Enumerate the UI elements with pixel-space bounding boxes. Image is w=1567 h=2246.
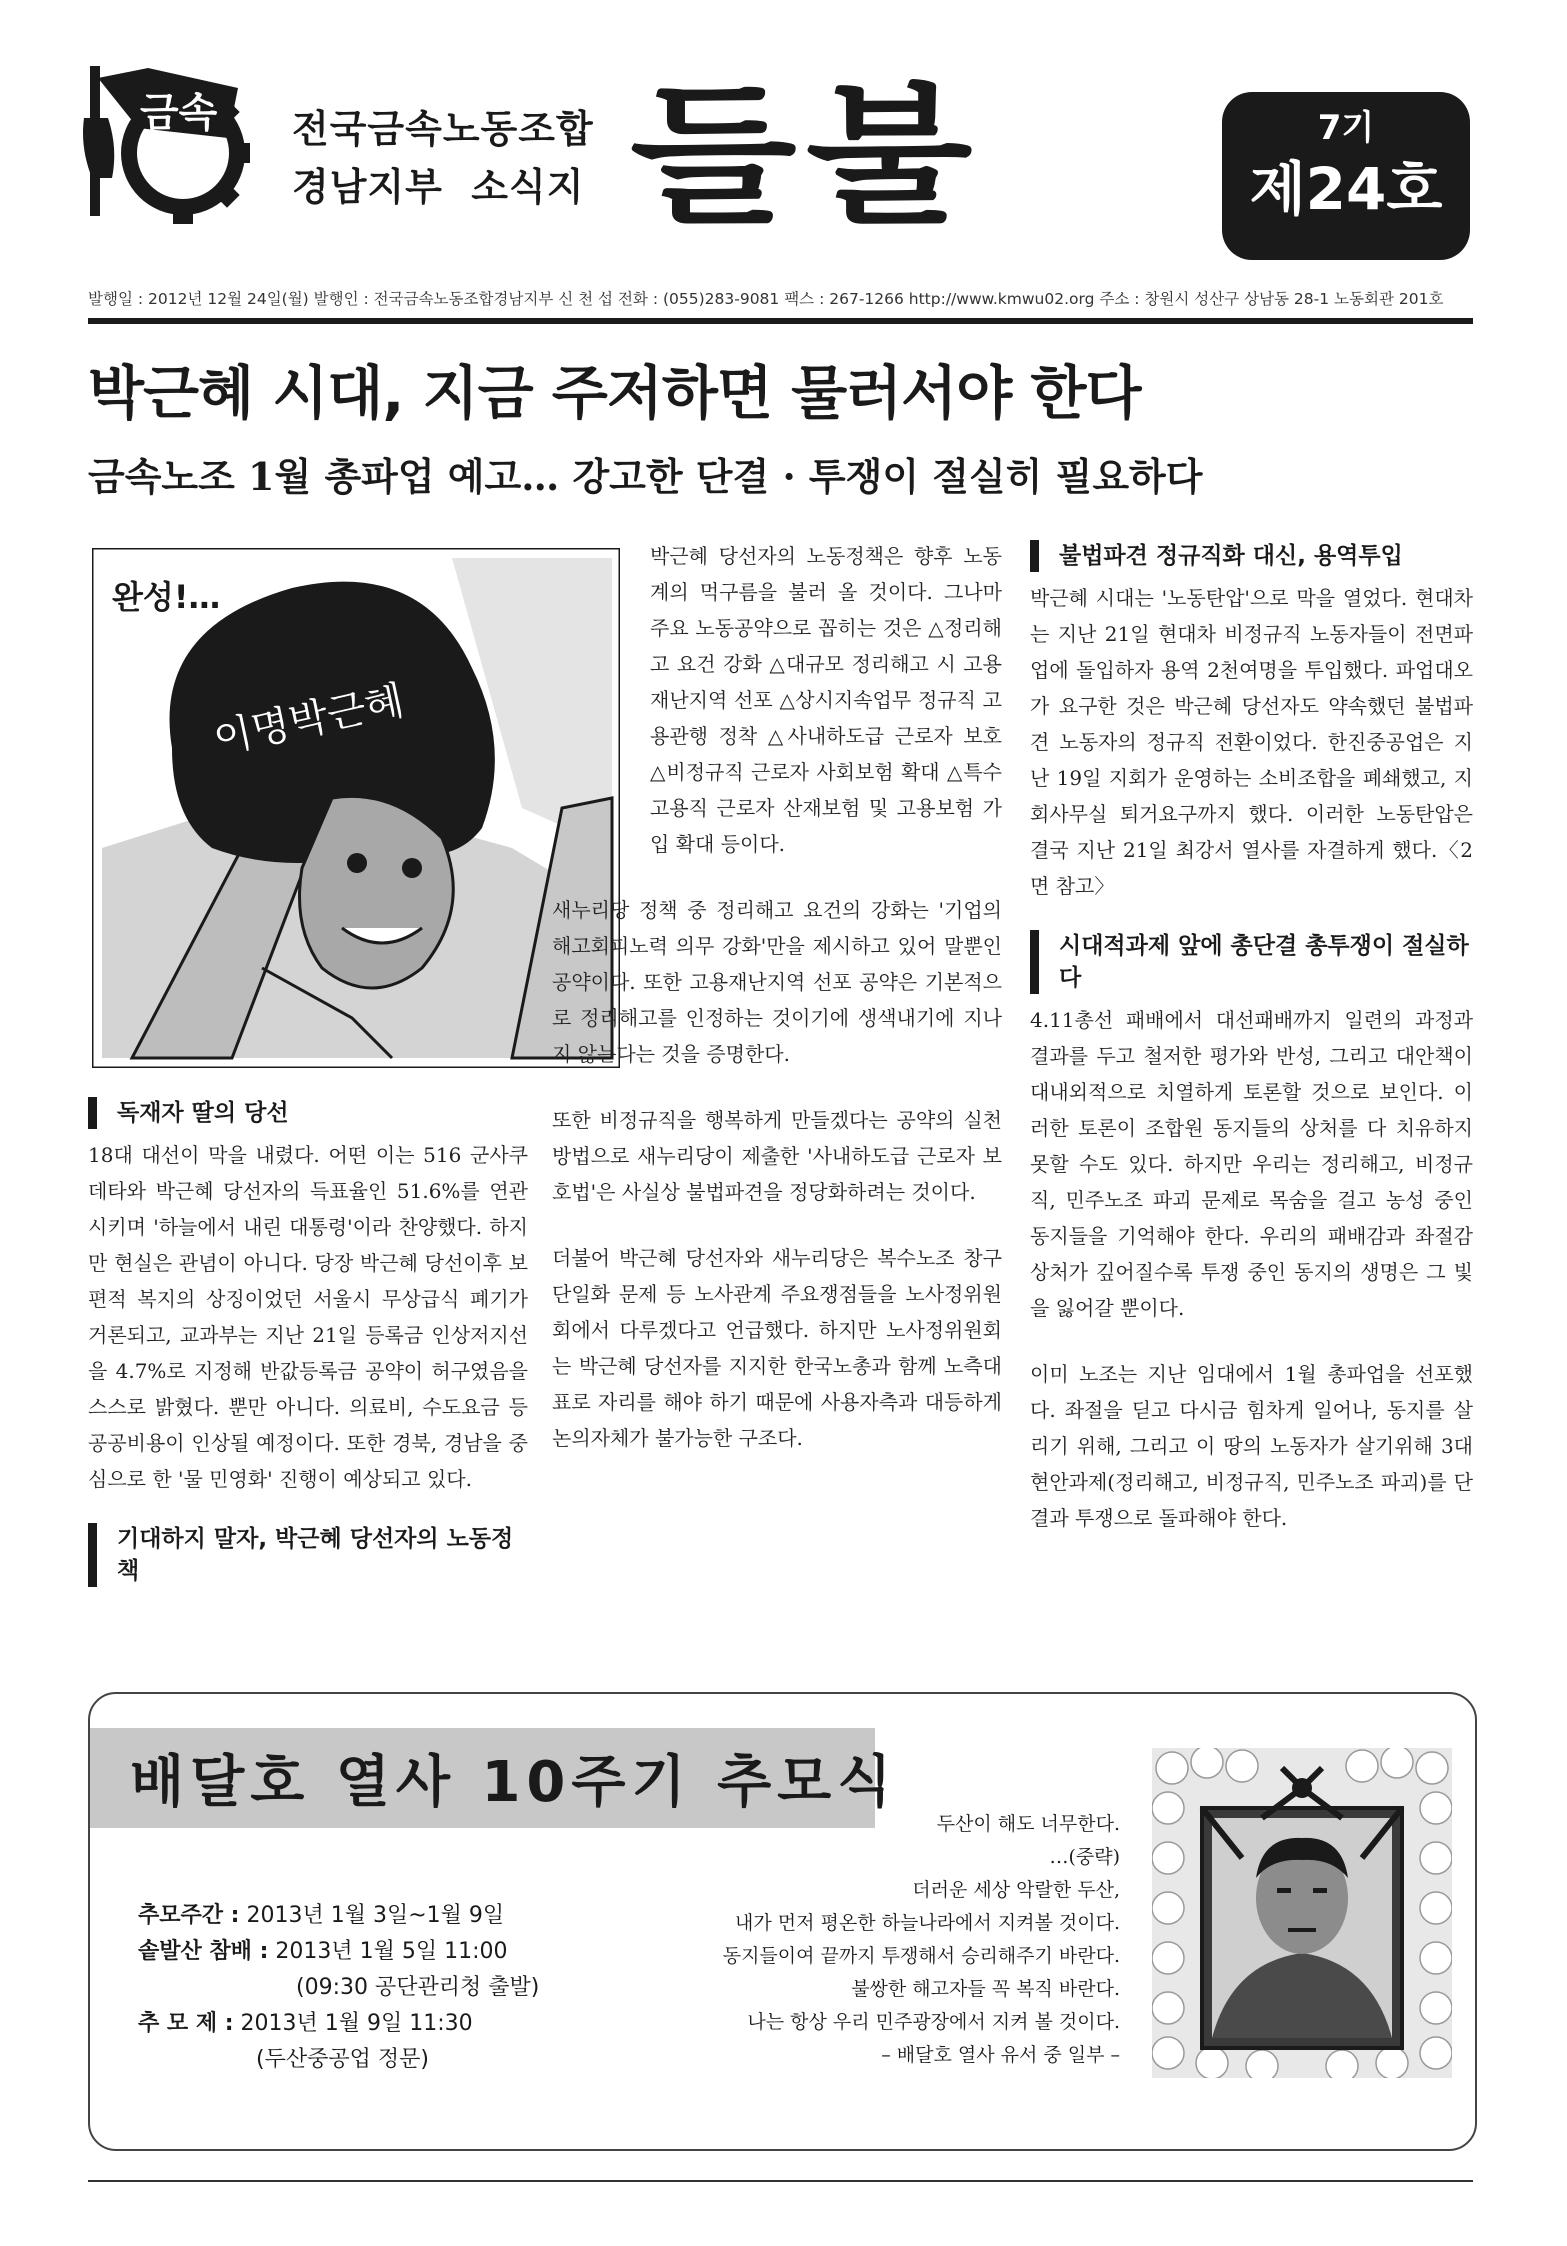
header-divider (88, 318, 1473, 324)
masthead-title: 들불 (630, 70, 982, 244)
cartoon-speech: 완성!… (112, 578, 221, 616)
schedule-note: (09:30 공단관리청 출발) (296, 1975, 540, 2000)
column-1 (88, 1097, 528, 1587)
paragraph: 더불어 박근혜 당선자와 새누리당은 복수노조 창구단일화 문제 등 노사관계 주요쟁점들을 노사정위원회에서 다루겠다고 언급했다. 하지만 노사정위원회는 박근혜 당선자를 지지한 한국노총과 함께 노측대표로 자리를 해야 하기 때문에 사용자측과 대등하게 논의자체가 불가능한 구조다. (552, 1246, 1002, 1450)
schedule-note: (두산중공업 정문) (256, 2047, 429, 2072)
section-heading-illegal-dispatch: 불법파견 정규직화 대신, 용역투입 (1030, 540, 1473, 572)
schedule-value: 2013년 1월 5일 11:00 (275, 1939, 508, 1964)
schedule-label: 솥발산 참배 : (138, 1939, 269, 1964)
poem-line: – 배달호 열사 유서 중 일부 – (881, 2044, 1120, 2066)
column-2 (552, 538, 1002, 1456)
section-heading-general-strike: 시대적과제 앞에 총단결 총투쟁이 절실하다 (1030, 930, 1473, 994)
paragraph: 이미 노조는 지난 임대에서 1월 총파업을 선포했다. 좌절을 딛고 다시금 힘차게 일어나, 동지를 살리기 위해, 그리고 이 땅의 노동자가 살기위해 3대현안과제(정리해고, 비정규직, 민주노조 파괴)를 단결과 투쟁으로 돌파해야 한다. (1030, 1362, 1473, 1530)
paragraph: 새누리당 정책 중 정리해고 요건의 강화는 '기업의 해고회피노력 의무 강화'만을 제시하고 있어 말뿐인 공약이다. 또한 고용재난지역 선포 공약은 기본적으로 정리해고를 인정하는 것이기에 생색내기에 지나지 않는다는 것을 증명한다. (552, 898, 1002, 1066)
footer-divider (88, 2180, 1473, 2182)
union-name (292, 100, 594, 216)
section-heading-dictator: 독재자 딸의 당선 (88, 1097, 528, 1129)
poem-line: …(중략) (1049, 1846, 1120, 1868)
union-line2: 경남지부 소식지 (292, 165, 585, 209)
schedule-value: 2013년 1월 9일 11:30 (240, 2011, 473, 2036)
memorial-title: 배달호 열사 10주기 추모식 (130, 1750, 898, 1815)
schedule-label: 추 모 제 : (138, 2011, 234, 2036)
column-3 (1030, 540, 1473, 1536)
subheadline: 금속노조 1월 총파업 예고… 강고한 단결 · 투쟁이 절실히 필요하다 (88, 454, 1203, 499)
memorial-will-excerpt (620, 1808, 1120, 2072)
schedule-row (138, 1934, 618, 1970)
schedule-row (138, 2006, 618, 2042)
section-body-dictator: 18대 대선이 막을 내렸다. 어떤 이는 516 군사쿠데타와 박근혜 당선자의 득표율인 51.6%를 연관시키며 '하늘에서 내린 대통령'이라 찬양했다. 하지만 현실은 관념이 아니다. 당장 박근혜 당선이후 보편적 복지의 상징이었던 서울시 무상급식 폐기가 거론되고, 교과부는 지난 21일 등록금 인상저지선을 4.7%로 지정해 반값등록금 공약이 허구였음을 스스로 밝혔다. 뿐만 아니다. 의료비, 수도요금 등 공공비용이 인상될 예정이다. 또한 경북, 경남을 중심으로 한 '물 민영화' 진행이 예상되고 있다. (88, 1143, 528, 1491)
cartoon-hat-text: 이명박근혜 (209, 677, 409, 763)
publication-info: 발행일 : 2012년 12월 24일(월) 발행인 : 전국금속노동조합경남지부 신 천 섭 전화 : (055)283-9081 팩스 : 267-1266 http://www.kmwu02.org 주소 : 창원시 성산구 상남동 28-1 노동회관 201호 (88, 290, 1444, 308)
poem-line: 불쌍한 해고자들 꼭 복직 바란다. (851, 1978, 1120, 2000)
poem-line: 더러운 세상 악랄한 두산, (912, 1879, 1120, 1901)
logo-text: 금속 (140, 90, 218, 136)
poem-line: 동지들이여 끝까지 투쟁해서 승리해주기 바란다. (722, 1945, 1120, 1967)
union-line1: 전국금속노동조합 (292, 107, 594, 151)
paragraph: 4.11총선 패배에서 대선패배까지 일련의 과정과 결과를 두고 철저한 평가와 반성, 그리고 대안책이 대내외적으로 치열하게 토론할 것으로 보인다. 이러한 토론이 조합원 동지들의 상처를 다 치유하지 못할 수도 있다. 하지만 우리는 정리해고, 비정규직, 민주노조 파괴 문제로 목숨을 걸고 농성 중인 동지들을 기억해야 한다. 우리의 패배감과 좌절감 상처가 깊어질수록 투쟁 중인 동지의 생명은 그 빛을 잃어갈 뿐이다. (1030, 1008, 1473, 1320)
poem-line: 두산이 해도 너무한다. (936, 1813, 1120, 1835)
memorial-portrait (1152, 1748, 1452, 2078)
schedule-value: 2013년 1월 3일~1월 9일 (246, 1903, 505, 1928)
paragraph: 박근혜 당선자의 노동정책은 향후 노동계의 먹구름을 불러 올 것이다. 그나마 주요 노동공약으로 꼽히는 것은 △정리해고 요건 강화 △대규모 정리해고 시 고용재난지역 선포 △상시지속업무 정규직 고용관행 정착 △사내하도급 근로자 보호 △비정규직 근로자 사회보험 확대 △특수고용직 근로자 산재보험 및 고용보험 가입 확대 등이다. (650, 544, 1002, 856)
poem-line: 나는 항상 우리 민주광장에서 지켜 볼 것이다. (747, 2011, 1120, 2033)
headline: 박근혜 시대, 지금 주저하면 물러서야 한다 (88, 359, 1141, 427)
schedule-label: 추모주간 : (138, 1903, 240, 1928)
poem-line: 내가 먼저 평온한 하늘나라에서 지켜볼 것이다. (735, 1912, 1120, 1934)
paragraph: 또한 비정규직을 행복하게 만들겠다는 공약의 실천방법으로 새누리당이 제출한 '사내하도급 근로자 보호법'은 사실상 불법파견을 정당화하려는 것이다. (552, 1108, 1002, 1204)
issue-generation: 7기 (1317, 108, 1375, 148)
paragraph: 박근혜 시대는 '노동탄압'으로 막을 열었다. 현대차는 지난 21일 현대차 비정규직 노동자들이 전면파업에 돌입하자 용역 2천여명을 투입했다. 파업대오가 요구한 것은 박근혜 당선자도 약속했던 불법파견 노동자의 정규직 전환이었다. 한진중공업은 지난 19일 지회가 운영하는 소비조합을 폐쇄했고, 지회사무실 퇴거요구까지 했다. 이러한 노동탄압은 결국 지난 21일 최강서 열사를 자결하게 했다.〈2면 참고〉 (1030, 586, 1473, 898)
schedule-row (138, 1898, 618, 1934)
section-heading-labor-policy: 기대하지 말자, 박근혜 당선자의 노동정책 (88, 1523, 528, 1587)
memorial-schedule (138, 1898, 618, 2078)
political-cartoon (92, 548, 620, 1068)
union-logo (78, 58, 278, 228)
issue-badge (1222, 92, 1470, 260)
issue-number: 제24호 (1249, 155, 1443, 223)
